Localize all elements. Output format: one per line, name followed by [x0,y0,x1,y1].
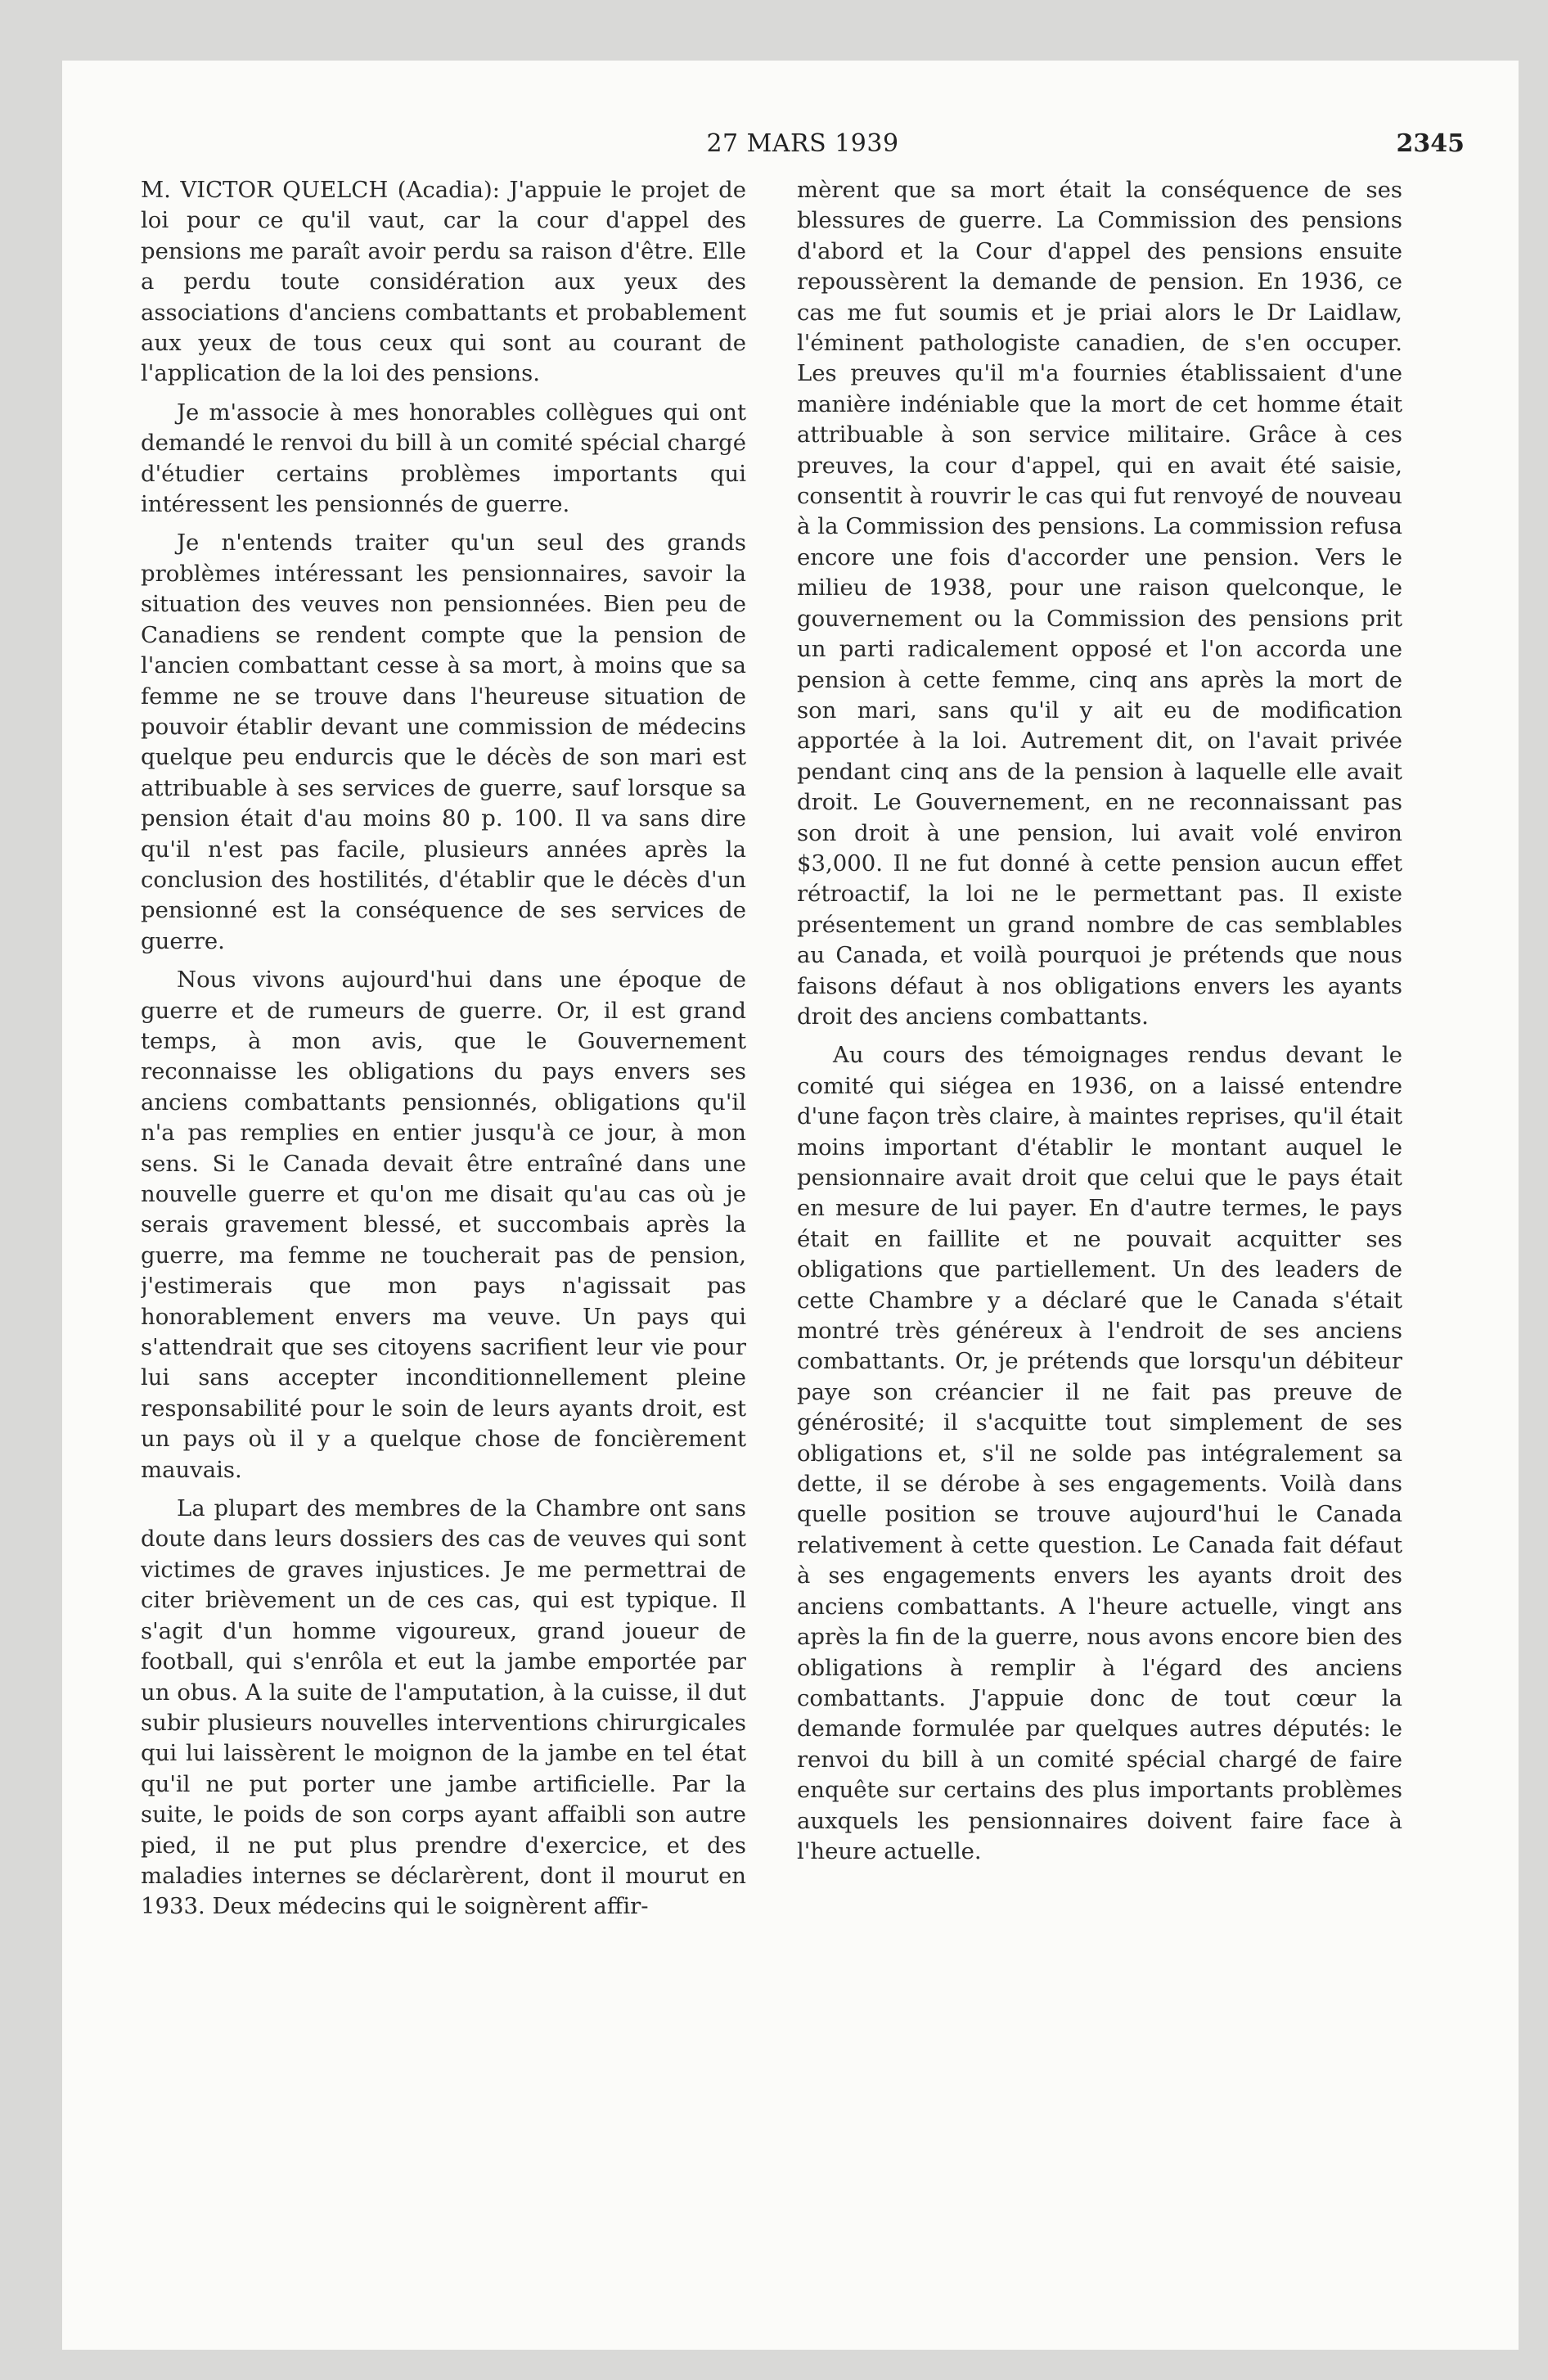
paragraph: M. VICTOR QUELCH (Acadia): J'appuie le projet de loi pour ce qu'il vaut, car la cour d'appel des pensions me paraît avoir perdu sa raison d'être. Elle a perdu toute considération aux yeux des associations d'anciens combattants et probablement aux yeux de tous ceux qui sont au courant de l'application de la loi des pensions. [141,177,746,387]
left-column [141,175,746,2295]
paragraph: Je n'entends traiter qu'un seul des grands problèmes intéressant les pensionnaires, savoir la situation des veuves non pensionnées. Bien peu de Canadiens se rendent compte que la pension de l'ancien combattant cesse à sa mort, à moins que sa femme ne se trouve dans l'heureuse situation de pouvoir établir devant une commission de médecins quelque peu endurcis que le décès de son mari est attribuable à ses services de guerre, sauf lorsque sa pension était d'au moins 80 p. 100. Il va sans dire qu'il n'est pas facile, plusieurs années après la conclusion des hostilités, d'établir que le décès d'un pensionné est la conséquence de ses services de guerre. [141,530,746,954]
document-page [62,61,1519,2350]
page-number: 2345 [1396,129,1465,158]
paragraph: Au cours des témoignages rendus devant le comité qui siégea en 1936, on a laissé entendre d'une façon très claire, à maintes reprises, qu'il était moins important d'établir le montant auquel le pensionnaire avait droit que celui que le pays était en mesure de lui payer. En d'autre termes, le pays était en faillite et ne pouvait acquitter ses obligations que partiellement. Un des leaders de cette Chambre y a déclaré que le Canada s'était montré très généreux à l'endroit de ses anciens combattants. Or, je prétends que lorsqu'un débiteur paye son créancier il ne fait pas preuve de générosité; il s'acquitte tout simplement de ses obligations et, s'il ne solde pas intégralement sa dette, il se dérobe à ses engagements. Voilà dans quelle position se trouve aujourd'hui le Canada relativement à cette question. Le Canada fait défaut à ses engagements envers les ayants droit des anciens combattants. A l'heure actuelle, vingt ans après la fin de la guerre, nous avons encore bien des obligations à remplir à l'égard des anciens combattants. J'appuie donc de tout cœur la demande formulée par quelques autres députés: le renvoi du bill à un comité spécial chargé de faire enquête sur certains des plus importants problèmes auxquels les pensionnaires doivent faire face à l'heure actuelle. [797,1042,1402,1864]
page-date: 27 MARS 1939 [706,129,899,158]
right-column [797,175,1402,2295]
paragraph: La plupart des membres de la Chambre ont sans doute dans leurs dossiers des cas de veuves qui sont victimes de graves injustices. Je me permettrai de citer brièvement un de ces cas, qui est typique. Il s'agit d'un homme vigoureux, grand joueur de football, qui s'enrôla et eut la jambe emportée par un obus. A la suite de l'amputation, à la cuisse, il dut subir plusieurs nouvelles interventions chirurgicales qui lui laissèrent le moignon de la jambe en tel état qu'il ne put porter une jambe artificielle. Par la suite, le poids de son corps ayant affaibli son autre pied, il ne put plus prendre d'exercice, et des maladies internes se déclarèrent, dont il mourut en 1933. Deux médecins qui le soignèrent affir- [141,1495,746,1920]
paragraph: Nous vivons aujourd'hui dans une époque de guerre et de rumeurs de guerre. Or, il est grand temps, à mon avis, que le Gouvernement reconnaisse les obligations du pays envers ses anciens combattants pensionnés, obligations qu'il n'a pas remplies en entier jusqu'à ce jour, à mon sens. Si le Canada devait être entraîné dans une nouvelle guerre et qu'on me disait qu'au cas où je serais gravement blessé, et succombais après la guerre, ma femme ne toucherait pas de pension, j'estimerais que mon pays n'agissait pas honorablement envers ma veuve. Un pays qui s'attendrait que ses citoyens sacrifient leur vie pour lui sans accepter inconditionnellement pleine responsabilité pour le soin de leurs ayants droit, est un pays où il y a quelque chose de foncièrement mauvais. [141,967,746,1483]
paragraph: Je m'associe à mes honorables collègues qui ont demandé le renvoi du bill à un comité spécial chargé d'étudier certains problèmes importants qui intéressent les pensionnés de guerre. [141,399,746,518]
page-header [141,129,1465,162]
paragraph: mèrent que sa mort était la conséquence de ses blessures de guerre. La Commission des pensions d'abord et la Cour d'appel des pensions ensuite repoussèrent la demande de pension. En 1936, ce cas me fut soumis et je priai alors le Dr Laidlaw, l'éminent pathologiste canadien, de s'en occuper. Les preuves qu'il m'a fournies établissaient d'une manière indéniable que la mort de cet homme était attribuable à son service militaire. Grâce à ces preuves, la cour d'appel, qui en avait été saisie, consentit à rouvrir le cas qui fut renvoyé de nouveau à la Commission des pensions. La commission refusa encore une fois d'accorder une pension. Vers le milieu de 1938, pour une raison quelconque, le gouvernement ou la Commission des pensions prit un parti radicalement opposé et l'on accorda une pension à cette femme, cinq ans après la mort de son mari, sans qu'il y ait eu de modification apportée à la loi. Autrement dit, on l'avait privée pendant cinq ans de la pension à laquelle elle avait droit. Le Gouvernement, en ne reconnaissant pas son droit à une pension, lui avait volé environ $3,000. Il ne fut donné à cette pension aucun effet rétroactif, la loi ne le permettant pas. Il existe présentement un grand nombre de cas semblables au Canada, et voilà pourquoi je prétends que nous faisons défaut à nos obligations envers les ayants droit des anciens combattants. [797,177,1402,1030]
